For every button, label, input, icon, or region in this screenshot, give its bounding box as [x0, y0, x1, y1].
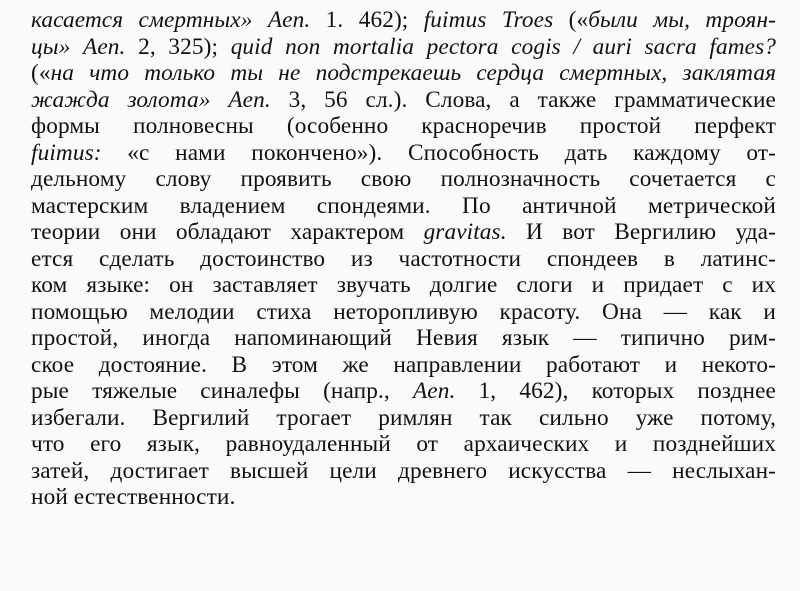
text-run: И вот Вергилию уда-	[506, 219, 776, 245]
text-line	[31, 34, 776, 61]
text-run: рые тяжелые синалефы (напр.,	[31, 378, 413, 404]
italic-text: жажда золота» Aen.	[31, 86, 271, 113]
text-run: мастерским владением спондеями. По античной метрической	[31, 192, 776, 219]
text-run: избегали. Вергилий трогает римлян так сильно уже потому,	[31, 404, 776, 431]
text-run: 2, 325);	[125, 33, 231, 60]
italic-text: Aen.	[412, 378, 456, 404]
text-line	[31, 431, 776, 458]
italic-text: на что только ты не подстрекаешь сердца смертных, заклятая	[50, 60, 776, 86]
italic-text: fuimus:	[31, 139, 102, 166]
text-line	[31, 405, 776, 432]
text-run: теории они обладают характером	[31, 219, 424, 245]
text-line	[31, 484, 776, 511]
italic-text: цы» Aen.	[31, 33, 126, 60]
text-line	[31, 140, 776, 167]
text-line	[31, 166, 776, 193]
text-run: что его язык, равноудаленный от архаических и позднейших	[31, 431, 776, 457]
text-run: 1, 462), которых позднее	[455, 378, 776, 404]
text-run: затей, достигает высшей цели древнего искусства — неслыхан-	[31, 457, 776, 484]
text-run: ной естественности.	[31, 484, 236, 510]
text-run: ское достояние. В этом же направлении работают и некото-	[31, 351, 776, 378]
text-line	[31, 113, 776, 140]
text-run: 3, 56 сл.). Слова, а также грамматические	[270, 86, 776, 113]
text-run: формы полновесны (особенно красноречив простой перфект	[31, 113, 776, 139]
text-run: помощью мелодии стиха неторопливую красоту. Она — как и	[31, 298, 776, 325]
text-line	[31, 193, 776, 220]
text-line	[31, 87, 776, 114]
text-run: ется сделать достоинство из частотности спондеев в латинс-	[31, 245, 776, 272]
text-line	[31, 378, 776, 405]
text-line	[31, 458, 776, 485]
text-run: «с нами покончено»). Способность дать каждому от-	[101, 139, 776, 166]
italic-text: fuimus Troes	[423, 7, 554, 33]
text-run: дельному слову проявить свою полнозначность сочетается с	[31, 166, 776, 192]
paragraph	[31, 7, 776, 511]
italic-text: касается смертных» Aen.	[31, 7, 311, 33]
text-line	[31, 299, 776, 326]
text-run: 1. 462);	[310, 7, 424, 33]
text-line	[31, 60, 776, 87]
text-run: («	[31, 60, 51, 86]
text-line	[31, 7, 776, 34]
text-line	[31, 272, 776, 299]
text-run: («	[553, 7, 589, 33]
text-run: ком языке: он заставляет звучать долгие слоги и придает с их	[31, 272, 776, 298]
text-run: простой, иногда напоминающий Невия язык — типично рим-	[31, 325, 776, 351]
italic-text: gravitas.	[423, 219, 507, 245]
italic-text: quid non mortalia pectora cogis / auri sacra fames?	[230, 33, 777, 60]
text-line	[31, 219, 776, 246]
text-line	[31, 325, 776, 352]
italic-text: были мы, троян-	[588, 7, 776, 33]
text-line	[31, 352, 776, 379]
text-line	[31, 246, 776, 273]
